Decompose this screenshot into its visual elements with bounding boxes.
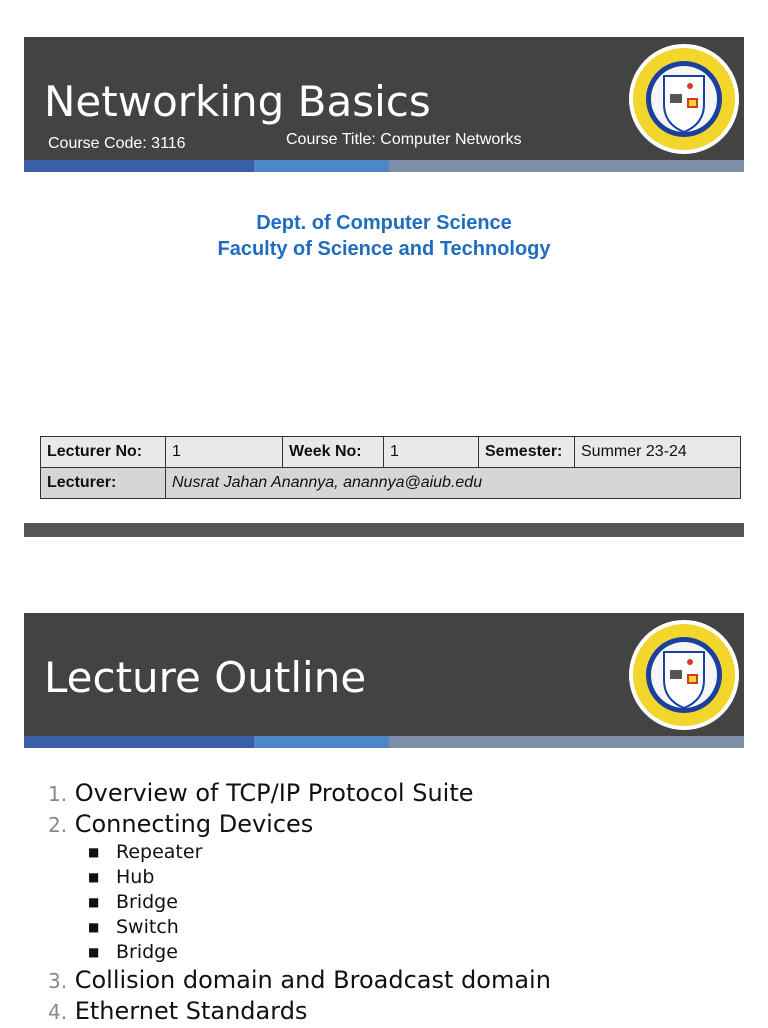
item-number: 2. xyxy=(48,813,68,837)
title-banner xyxy=(24,37,744,160)
sub-list-item: ■ Repeater xyxy=(88,841,203,863)
university-logo-icon xyxy=(626,42,742,156)
list-item xyxy=(48,809,551,840)
list-item xyxy=(48,965,551,996)
list-item xyxy=(48,996,551,1027)
bullet-icon: ■ xyxy=(88,920,100,934)
item-text: Collision domain and Broadcast domain xyxy=(74,966,551,994)
lecturer-no-value: 1 xyxy=(166,437,283,468)
bullet-icon: ■ xyxy=(88,845,100,859)
sub-list xyxy=(48,840,551,965)
outline-stripe xyxy=(24,736,744,748)
table-row xyxy=(41,437,741,468)
sub-list-item: ■ Switch xyxy=(88,916,179,938)
sub-list-item: ■ Bridge xyxy=(88,891,178,913)
bullet-icon: ■ xyxy=(88,895,100,909)
lecture-outline-list xyxy=(48,778,551,1027)
item-text: Ethernet Standards xyxy=(74,997,308,1025)
department-name: Dept. of Computer Science xyxy=(256,212,512,234)
course-title: Course Title: Computer Networks xyxy=(286,131,522,148)
university-logo-icon xyxy=(626,618,742,732)
item-text: Connecting Devices xyxy=(74,810,314,838)
item-number: 3. xyxy=(48,969,68,993)
semester-label: Semester: xyxy=(479,437,575,468)
table-row xyxy=(41,468,741,499)
week-no-label: Week No: xyxy=(283,437,384,468)
list-item xyxy=(48,778,551,809)
outline-title: Lecture Outline xyxy=(44,653,367,702)
item-text: Overview of TCP/IP Protocol Suite xyxy=(74,779,474,807)
course-code: Course Code: 3116 xyxy=(48,135,186,152)
slide-title: Networking Basics xyxy=(44,77,431,126)
week-no-value: 1 xyxy=(384,437,479,468)
lecturer-label: Lecturer: xyxy=(41,468,166,499)
sub-list-item: ■ Bridge xyxy=(88,941,178,963)
faculty-name: Faculty of Science and Technology xyxy=(217,238,551,260)
slide-divider xyxy=(24,523,744,537)
item-number: 4. xyxy=(48,1000,68,1024)
item-number: 1. xyxy=(48,782,68,806)
lecturer-no-label: Lecturer No: xyxy=(41,437,166,468)
sub-list-item: ■ Hub xyxy=(88,866,155,888)
lecturer-value: Nusrat Jahan Anannya, anannya@aiub.edu xyxy=(166,468,741,499)
bullet-icon: ■ xyxy=(88,870,100,884)
title-stripe xyxy=(24,160,744,172)
lecture-info-table xyxy=(40,436,741,499)
outline-banner xyxy=(24,613,744,736)
semester-value: Summer 23-24 xyxy=(575,437,741,468)
bullet-icon: ■ xyxy=(88,945,100,959)
